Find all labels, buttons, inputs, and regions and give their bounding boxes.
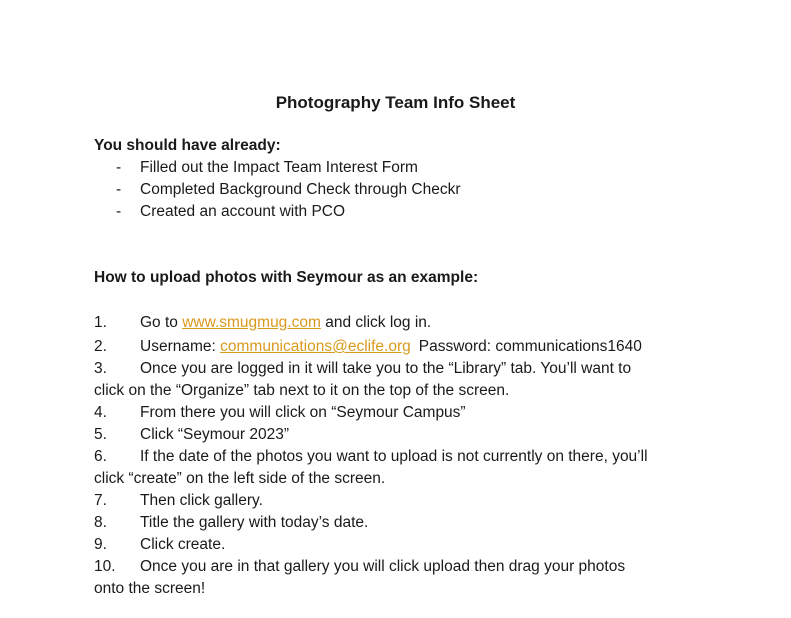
steps-list [94,312,714,600]
step-number: 10. [94,558,116,575]
step-text: Once you are logged in it will take you to the “Library” tab. You’ll want to [140,360,632,377]
upload-heading: How to upload photos with Seymour as an example: [94,269,479,286]
step-text: Title the gallery with today’s date. [140,514,369,531]
step-number: 5. [94,426,107,443]
step-text: Once you are in that gallery you will click upload then drag your photos [140,558,626,575]
prereq-text: Completed Background Check through Checkr [140,181,461,198]
step-text-continued: click on the “Organize” tab next to it on the top of the screen. [94,382,510,399]
step-number: 9. [94,536,107,553]
step-6 [94,446,714,490]
step-text: If the date of the photos you want to upload is not currently on there, you’ll [140,448,648,465]
step-text: From there you will click on “Seymour Campus” [140,404,466,421]
password-text: Password: communications1640 [418,338,642,355]
step-text: and click log in. [320,314,432,331]
step-text-continued: onto the screen! [94,580,206,597]
step-number: 3. [94,360,107,377]
list-item: - Filled out the Impact Team Interest Form [116,159,418,176]
step-3 [94,358,714,402]
prereq-list [116,157,461,223]
step-4 [94,402,714,424]
step-text: Go to [140,314,183,331]
smugmug-link[interactable]: www.smugmug.com [182,314,321,331]
step-number: 4. [94,404,107,421]
step-number: 7. [94,492,107,509]
list-item: - Completed Background Check through Checkr [116,181,461,198]
step-text: Click create. [140,536,226,553]
step-number: 8. [94,514,107,531]
prereq-heading: You should have already: [94,137,281,154]
step-text: Username: [140,338,221,355]
step-text: Then click gallery. [140,492,263,509]
step-text: Click “Seymour 2023” [140,426,290,443]
step-number: 2. [94,338,107,355]
page-title: Photography Team Info Sheet [275,93,516,112]
step-10 [94,556,714,600]
step-number: 6. [94,448,107,465]
prereq-text: Created an account with PCO [140,203,346,220]
step-2 [94,336,714,358]
step-8 [94,512,714,534]
email-link[interactable]: communications@eclife.org [220,338,411,355]
step-1 [94,312,714,334]
step-5 [94,424,714,446]
step-number: 1. [94,314,107,331]
step-9 [94,534,714,556]
step-text-continued: click “create” on the left side of the screen. [94,470,386,487]
step-7 [94,490,714,512]
list-item: - Created an account with PCO [116,203,346,220]
prereq-text: Filled out the Impact Team Interest Form [140,159,418,176]
